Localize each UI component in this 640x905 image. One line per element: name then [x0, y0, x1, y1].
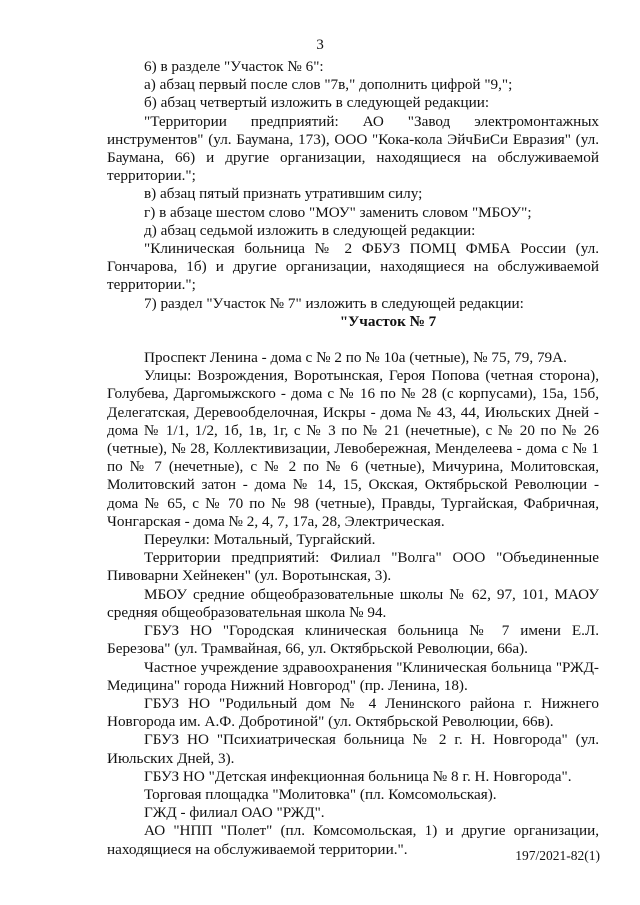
paragraph: "Клиническая больница № 2 ФБУЗ ПОМЦ ФМБА России (ул. Гончарова, 1б) и другие организации, находящиеся на обслуживаемой территории."; [107, 240, 599, 294]
paragraph: д) абзац седьмой изложить в следующей редакции: [144, 221, 476, 239]
paragraph: Переулки: Мотальный, Тургайский. [144, 531, 376, 549]
paragraph: АО "НПП "Полет" (пл. Комсомольская, 1) и другие организации, находящиеся на обслуживаемой территории.". [107, 822, 599, 858]
paragraph: МБОУ средние общеобразовательные школы № 62, 97, 101, МАОУ средняя общеобразовательная школа № 94. [107, 585, 599, 621]
paragraph: ГБУЗ НО "Детская инфекционная больница № 8 г. Н. Новгорода". [144, 767, 572, 785]
section-heading: "Участок № 7 [339, 312, 437, 330]
paragraph: Проспект Ленина - дома с № 2 по № 10а (четные), № 75, 79, 79А. [144, 349, 567, 367]
page-number: 3 [316, 36, 324, 53]
paragraph: Улицы: Возрождения, Воротынская, Героя Попова (четная сторона), Голубева, Даргомыжского - дома с № 16 по № 28 (с корпусами), 15а, 15б, Делегатская, Деревообделочная, Искры - дома № 43, 44, Июльских Дней - дома № 1/1, 1/2, 1б, 1в, 1г, с № 3 по № 21 (нечетные), с № 20 по № 26 (четные), № 28, Коллективизации, Левобережная, Менделеева - дома с № 1 по № 7 (нечетные), с № 2 по № 6 (четные), Мичурина, Молитовская, Молитовский затон - дома № 14, 15, Окская, Октябрьской Революции - дома № 65, с № 70 по № 98 (четные), Правды, Тургайская, Фабричная, Чонгарская - дома № 2, 4, 7, 17а, 28, Электрическая. [107, 367, 599, 530]
document-body [107, 58, 599, 859]
paragraph: Частное учреждение здравоохранения "Клиническая больница "РЖД-Медицина" города Нижний Новгород" (пр. Ленина, 18). [107, 658, 599, 694]
document-code: 197/2021-82(1) [515, 848, 600, 863]
paragraph: Территории предприятий: Филиал "Волга" ООО "Объединенные Пивоварни Хейнекен" (ул. Воротынская, 3). [107, 549, 599, 585]
paragraph: а) абзац первый после слов "7в," дополнить цифрой "9,"; [144, 76, 513, 94]
paragraph: 6) в разделе "Участок № 6": [144, 58, 324, 75]
paragraph: г) в абзаце шестом слово "МОУ" заменить словом "МБОУ"; [144, 203, 532, 221]
spacer [107, 331, 599, 349]
paragraph: 7) раздел "Участок № 7" изложить в следующей редакции: [144, 294, 524, 312]
paragraph: ГБУЗ НО "Психиатрическая больница № 2 г. Н. Новгорода" (ул. Июльских Дней, 3). [107, 731, 599, 767]
paragraph: Торговая площадка "Молитовка" (пл. Комсомольская). [144, 785, 497, 803]
paragraph: б) абзац четвертый изложить в следующей редакции: [144, 94, 490, 112]
paragraph: ГЖД - филиал ОАО "РЖД". [144, 804, 325, 822]
paragraph: "Территории предприятий: АО "Завод электромонтажных инструментов" (ул. Баумана, 173), ООО "Кока-кола ЭйчБиСи Евразия" (ул. Баумана, 66) и другие организации, находящиеся на обслуживаемой территории."; [107, 112, 599, 185]
paragraph: в) абзац пятый признать утратившим силу; [144, 185, 423, 203]
paragraph: ГБУЗ НО "Городская клиническая больница № 7 имени Е.Л. Березова" (ул. Трамвайная, 66, ул. Октябрьской Революции, 66а). [107, 622, 599, 658]
paragraph: ГБУЗ НО "Родильный дом № 4 Ленинского района г. Нижнего Новгорода им. А.Ф. Добротиной" (ул. Октябрьской Революции, 66в). [107, 694, 599, 731]
